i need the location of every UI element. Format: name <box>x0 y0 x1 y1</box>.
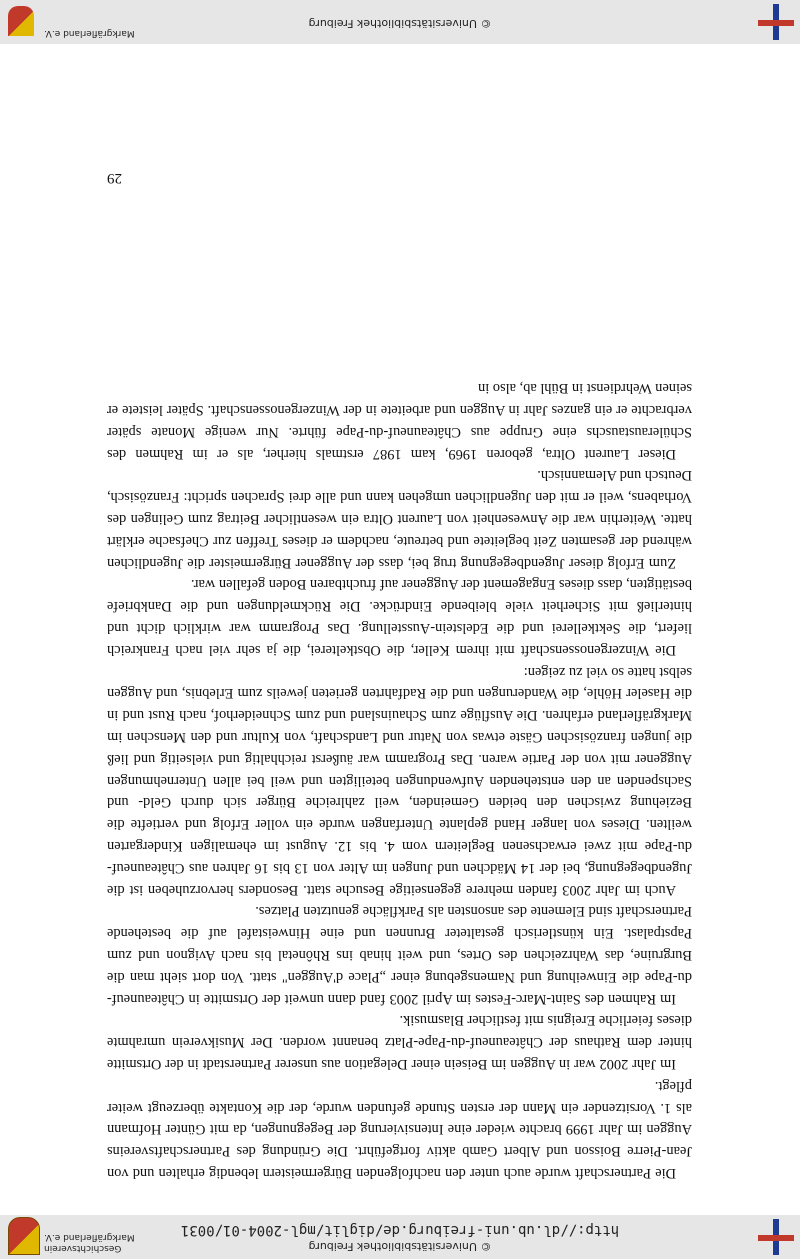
source-url[interactable]: http://dl.ub.uni-freiburg.de/diglit/mgl-2004-01/0031 <box>180 1222 620 1238</box>
university-logo-icon <box>758 4 794 40</box>
paragraph: Im Rahmen des Saint-Marc-Festes im April 2003 fand dann unweit der Ortsmitte in Châteauneuf-du-Pape die Einweihung und Namensgebung einer „Place d'Auggen" statt. Von dort sieht man die Burgruine, das Wahrzeichen des Ortes, und weit hinab ins Rhônetal bis nach Avignon und zum Papstpalast. Ein künstlerisch gestalteter Brunnen und eine Hinweistafel auf die bestehende Partnerschaft sind Elemente des ansonsten als Parkfläche genutzten Platzes. <box>107 903 692 1007</box>
footer-society-name: Markgräflerland e.V. <box>44 28 135 38</box>
paragraph: Im Jahr 2002 war in Auggen im Beisein einer Delegation aus unserer Partnerstadt in der Ortsmitte hinter dem Rathaus der Châteauneuf-du-Pape-Platz benannt worden. Der Musikverein umrahmte dieses feierliche Ereignis mit festlicher Blasmusik. <box>107 1012 692 1073</box>
paragraph: Auch im Jahr 2003 fanden mehrere gegenseitige Besuche statt. Besonders hervorzuheben ist die Jugendbegegnung, bei der 14 Mädchen und Jungen im Alter von 13 bis 16 Jahren aus Châteauneuf-du-Pape mit zwei erwachsenen Begleitern vom 4. bis 12. August im ehemaligen Kindergarten weilten. Dieses von langer Hand geplante Unterfangen wurde ein voller Erfolg und vertiefte die Beziehung zwischen den beiden Gemeinden, weil zahlreiche Bürger sich durch Geld- und Sachspenden an den entstehenden Aufwendungen beteiligten und weil bei allen Unternehmungen Auggener mit von der Partie waren. Das Programm war äußerst reichhaltig und vielseitig und ließ die jungen französischen Gäste etwas von Natur und Landschaft, von Kultur und den Menschen im Markgräflerland erfahren. Die Ausflüge zum Schauinsland und zum Schneiderhof, nach Rust und in die Haseler Höhle, die Wanderungen und die Radfahrten gerieten jeweils zum Erlebnis, und Auggen selbst hatte so viel zu zeigen: <box>107 663 692 898</box>
paragraph: Die Partnerschaft wurde auch unter den nachfolgenden Bürgermeistern lebendig erhalten und von Jean-Pierre Boisson und Albert Gamb aktiv fortgeführt. Die Gründung des Partnerschaftsvereins Auggen im Jahr 1999 brachte wieder eine Intensivierung der Begegnungen, da mit Günter Hofmann als 1. Vorsitzender ein Mann der ersten Stunde gefunden wurde, der die Kontakte überzeugt weiter pflegt. <box>107 1077 692 1181</box>
society-crest-icon <box>8 1217 40 1255</box>
header-bar <box>0 1215 800 1259</box>
paragraph: Die Winzergenossenschaft mit ihrem Keller, die Obstkelterei, die ja sehr viel nach Frankreich liefert, die Sektkellerei und die Edelstein-Ausstellung. Das Programm war wirklich dicht und hinterließ mit Sicherheit viele bleibende Eindrücke. Die Rückmeldungen und die Dankbriefe bestätigten, dass dieses Engagement der Auggener auf fruchtbaren Boden gefallen war. <box>107 576 692 658</box>
body-text <box>107 377 692 1183</box>
university-logo-icon <box>758 1219 794 1255</box>
society-name: Geschichtsverein Markgräflerland e.V. <box>44 1232 135 1253</box>
paragraph: Dieser Laurent Oltra, geboren 1969, kam 1987 erstmals hierher, als er im Rahmen des Schüleraustauschs eine Gruppe aus Châteauneuf-du-Pape führte. Nur wenige Monate später verbrachte er ein ganzes Jahr in Auggen und arbeitete in der Winzergenossenschaft. Später leistete er seinen Wehrdienst in Bühl ab, also in <box>107 380 692 462</box>
header-center <box>160 1222 640 1253</box>
library-credit: © Universitätsbibliothek Freiburg <box>308 1240 492 1253</box>
footer-bar <box>0 0 800 44</box>
paragraph: Zum Erfolg dieser Jugendbegegnung trug bei, dass der Auggener Bürgermeister die Jugendlichen während der gesamten Zeit begleitete und betreute, nachdem er dieses Treffen zur Chefsache erklärt hatte. Weiterhin war die Anwesenheit von Laurent Oltra ein wesentlicher Beitrag zum Gelingen des Vorhabens, weil er mit den Jugendlichen umgehen kann und alle drei Sprachen spricht: Französisch, Deutsch und Alemannisch. <box>107 467 692 571</box>
footer-library-credit: © Universitätsbibliothek Freiburg <box>308 17 492 30</box>
page-number: 29 <box>107 170 122 186</box>
society-crest-icon <box>8 6 34 36</box>
